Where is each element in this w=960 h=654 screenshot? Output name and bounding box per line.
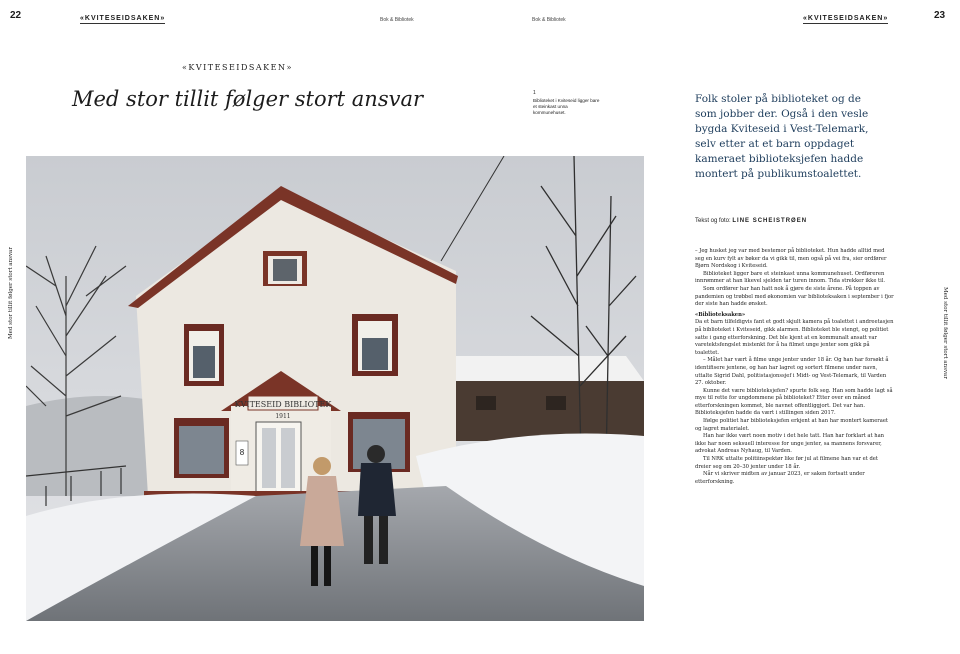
byline-name: LINE SCHEISTRØEN [732, 218, 808, 224]
running-head-left: «KVITESEIDSAKEN» [80, 15, 166, 22]
article-paragraph: Til NRK uttalte politiinspektør like før jul at filmene han var et det dreier seg om 20–30 jenter under 18 år. [695, 456, 878, 470]
caption-number: 1 [533, 90, 536, 96]
building-year: 1911 [275, 413, 291, 420]
article-paragraph: Da et barn tilfeldigvis fant et godt skjult kamera på toalettet i andreetasjen på biblioteket i Kviteseid, gikk alarmen. Biblioteket ble stengt, og politiet satte i gang etterforskning. Det ble kjent at en kommunalt ansatt var varetektsfengslet mistenkt for å ha filmet unge jenter som gikk på toalettet. [695, 319, 894, 356]
byline [695, 218, 807, 224]
page-number-left: 22 [10, 10, 22, 21]
article-paragraph: Når vi skriver midten av januar 2023, er saken fortsatt under etterforskning. [695, 471, 865, 485]
article-kicker: «KVITESEIDSAKEN» [182, 63, 293, 72]
library-photo [26, 156, 644, 621]
building-sign: KVITESEID BIBLIOTEK [234, 400, 332, 409]
vertical-title-right: Med stor tillit følger stort ansvar [942, 287, 948, 379]
magazine-name-right: Bok & Bibliotek [532, 17, 566, 23]
page-number-right: 23 [934, 10, 946, 21]
article-paragraph: Ifølge politiet har biblioteksjefen erkjent at han har montert kameraet og lagret materialet. [695, 418, 888, 432]
article-paragraph: Han har ikke vært noen motiv i det hele tatt. Han har forklart at han ikke har noen seksuell interesse for unge jenter, sa mannens forsvarer, advokat Andreas Nyhaug, til Varden. [695, 433, 885, 455]
door-number: 8 [239, 448, 245, 457]
article-paragraph: Biblioteket ligger bare et steinkast unna kommunehuset. Ordføreren innrømmer at han likevel sjelden tar turen innom. Tida strekker ikke til. [695, 270, 886, 285]
article-paragraph: Kunne det være biblioteksjefen? spurte folk seg. Han som hadde lagt så mye til rette for ungdommene på biblioteket? Etter over en måned etterforskningen kommet, ble navnet offentliggjort. Det var han. Biblioteksjefen hadde da vært i stillingen siden 2017. [695, 387, 893, 417]
photo-caption: Biblioteket i Kviteseid ligger bare et steinkast unna kommunehuset. [533, 98, 600, 115]
article-paragraph: – Målet har vært å filme unge jenter under 18 år. Og han har forsøkt å identifisere jentene, og han har lagret og sortert filmene under navn, uttalte Sigrid Dahl, politistasjonssjef i Midt- og Vest-Telemark, til Varden 27. oktober. [695, 357, 889, 387]
article-subheading: «Biblioteksaken» [695, 311, 746, 318]
barn [451, 356, 644, 441]
library-photo-illustration [26, 156, 644, 621]
article-headline: Med stor tillit følger stort ansvar [72, 87, 424, 111]
article-paragraph: – Jeg husket jeg var med bestemor på biblioteket. Hun hadde alltid med seg en kurv fylt av bøker da vi gikk til, men også på vei fra, sier ordfører Bjørn Nordskog i Kviteseid. [695, 248, 887, 270]
vertical-title-left: Med stor tillit følger stort ansvar [8, 247, 14, 339]
magazine-name-left: Bok & Bibliotek [380, 17, 414, 23]
article-body [695, 248, 895, 486]
byline-prefix: Tekst og foto: [695, 218, 731, 224]
article-paragraph: Som ordfører har han hatt nok å gjøre de siste årene. På toppen av pandemien og trøbbel med økonomien var biblioteksaken i september i fjor der siste han hadde ønsket. [695, 285, 894, 308]
running-head-right: «KVITESEIDSAKEN» [803, 15, 889, 22]
article-lead: Folk stoler på biblioteket og de som jobber der. Også i den vesle bygda Kviteseid i Vest-Telemark, selv etter at et barn oppdaget kameraet biblioteksjefen hadde montert på publikumstoalettet. [695, 93, 869, 180]
